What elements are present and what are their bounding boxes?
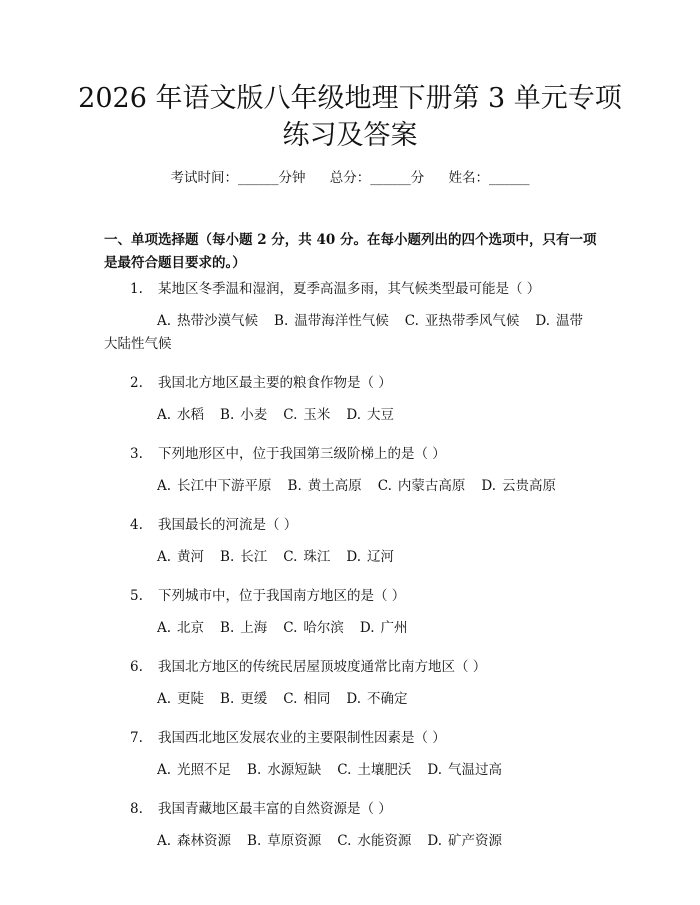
option-text: 更陡 <box>177 691 205 707</box>
question-text: 我国最长的河流是（ ） <box>158 517 298 533</box>
option-text: 温带海洋性气候 <box>294 313 389 329</box>
question-number: 6. <box>130 659 143 675</box>
option-letter: A. <box>157 313 172 329</box>
option-c <box>378 478 466 494</box>
option-text: 玉米 <box>303 407 331 423</box>
question-stem <box>104 799 594 819</box>
option-b <box>220 549 267 565</box>
option-letter: C. <box>283 549 298 565</box>
option-letter: C. <box>337 833 352 849</box>
document-title <box>60 80 640 154</box>
option-text: 热带沙漠气候 <box>177 313 259 329</box>
option-list <box>104 404 594 427</box>
option-d <box>481 478 556 494</box>
option-letter: B. <box>220 407 235 423</box>
option-b <box>274 313 389 329</box>
question-number: 4. <box>130 517 143 533</box>
option-d <box>346 549 394 565</box>
question-stem <box>104 515 594 535</box>
question-number: 8. <box>130 801 143 817</box>
option-letter: D. <box>535 313 551 329</box>
option-list <box>104 617 594 640</box>
option-text: 上海 <box>240 620 268 636</box>
option-text: 光照不足 <box>177 762 232 778</box>
option-d <box>427 762 502 778</box>
question-item <box>104 799 594 853</box>
option-list <box>104 830 594 853</box>
option-b <box>220 407 267 423</box>
option-text: 大豆 <box>367 407 395 423</box>
option-letter: D. <box>427 833 443 849</box>
option-d <box>346 691 407 707</box>
option-b <box>247 762 321 778</box>
option-list <box>104 546 594 569</box>
option-b <box>220 691 267 707</box>
question-number: 1. <box>130 281 143 297</box>
option-letter: C. <box>283 407 298 423</box>
option-letter: D. <box>481 478 497 494</box>
question-number: 7. <box>130 730 143 746</box>
exam-info <box>0 168 700 188</box>
option-letter: D. <box>359 620 375 636</box>
option-text: 北京 <box>177 620 205 636</box>
student-name-label: 姓名：______ <box>448 170 530 186</box>
option-letter: A. <box>157 691 172 707</box>
question-stem <box>104 444 594 464</box>
option-letter: D. <box>427 762 443 778</box>
title-line-2: 练习及答案 <box>282 120 418 151</box>
option-text: 水源短缺 <box>267 762 322 778</box>
option-text: 森林资源 <box>177 833 232 849</box>
total-score-label: 总分：______分 <box>329 170 425 186</box>
question-stem <box>104 728 594 748</box>
question-item <box>104 373 594 427</box>
option-list <box>104 759 594 782</box>
option-text: 黄土高原 <box>307 478 362 494</box>
question-text: 某地区冬季温和湿润，夏季高温多雨，其气候类型最可能是（ ） <box>158 281 541 297</box>
question-item <box>104 515 594 569</box>
option-a <box>157 313 258 329</box>
option-text: 更缓 <box>240 691 268 707</box>
option-a <box>157 478 272 494</box>
section-heading: 一、单项选择题（每小题 2 分，共 40 分。在每小题列出的四个选项中，只有一项是最符合题目要求的。） <box>104 232 597 271</box>
option-letter: B. <box>220 691 235 707</box>
option-d <box>360 620 408 636</box>
option-letter: A. <box>157 407 172 423</box>
exam-time-label: 考试时间：______分钟 <box>170 170 306 186</box>
option-letter: A. <box>157 620 172 636</box>
option-letter: A. <box>157 549 172 565</box>
question-stem <box>104 279 594 299</box>
question-list <box>104 279 594 853</box>
option-letter: A. <box>157 833 172 849</box>
option-text: 黄河 <box>177 549 205 565</box>
option-letter: C. <box>377 478 392 494</box>
question-item <box>104 728 594 782</box>
option-letter: B. <box>247 833 262 849</box>
option-letter: A. <box>157 762 172 778</box>
option-c <box>283 407 330 423</box>
option-a <box>157 407 204 423</box>
option-text: 水稻 <box>177 407 205 423</box>
option-c <box>283 620 344 636</box>
option-text: 温带大陆性气候 <box>104 313 584 352</box>
option-letter: C. <box>283 691 298 707</box>
question-item <box>104 657 594 711</box>
option-d <box>427 833 502 849</box>
title-line-1: 2026 年语文版八年级地理下册第 3 单元专项 <box>78 83 622 114</box>
option-list <box>104 475 594 498</box>
question-item <box>104 279 594 356</box>
question-text: 下列地形区中，位于我国第三级阶梯上的是（ ） <box>158 446 446 462</box>
option-list <box>104 310 594 356</box>
question-text: 我国北方地区的传统民居屋顶坡度通常比南方地区（ ） <box>158 659 487 675</box>
question-text: 我国西北地区发展农业的主要限制性因素是（ ） <box>158 730 446 746</box>
option-text: 草原资源 <box>267 833 322 849</box>
question-stem <box>104 586 594 606</box>
question-stem <box>104 657 594 677</box>
option-text: 长江中下游平原 <box>177 478 272 494</box>
option-c <box>283 691 330 707</box>
option-letter: B. <box>220 549 235 565</box>
option-letter: D. <box>346 407 362 423</box>
question-text: 我国北方地区最主要的粮食作物是（ ） <box>158 375 392 391</box>
option-b <box>288 478 362 494</box>
option-text: 内蒙古高原 <box>397 478 466 494</box>
option-letter: D. <box>346 691 362 707</box>
option-d <box>346 407 394 423</box>
question-number: 3. <box>130 446 143 462</box>
option-letter: C. <box>404 313 419 329</box>
option-text: 哈尔滨 <box>303 620 344 636</box>
option-text: 亚热带季风气候 <box>424 313 520 329</box>
option-letter: B. <box>247 762 262 778</box>
option-text: 不确定 <box>367 691 408 707</box>
option-letter: A. <box>157 478 172 494</box>
option-a <box>157 549 204 565</box>
option-a <box>157 620 204 636</box>
option-a <box>157 691 204 707</box>
question-number: 5. <box>130 588 143 604</box>
option-text: 辽河 <box>367 549 395 565</box>
option-letter: B. <box>287 478 302 494</box>
option-b <box>247 833 321 849</box>
option-text: 相同 <box>303 691 331 707</box>
option-letter: D. <box>346 549 362 565</box>
option-text: 矿产资源 <box>448 833 503 849</box>
option-text: 水能资源 <box>357 833 412 849</box>
option-letter: B. <box>220 620 235 636</box>
question-text: 下列城市中，位于我国南方地区的是（ ） <box>158 588 406 604</box>
question-item <box>104 444 594 498</box>
question-text: 我国青藏地区最丰富的自然资源是（ ） <box>158 801 392 817</box>
option-list <box>104 688 594 711</box>
option-text: 长江 <box>240 549 268 565</box>
option-text: 广州 <box>380 620 408 636</box>
option-text: 小麦 <box>240 407 268 423</box>
option-c <box>337 762 411 778</box>
option-a <box>157 833 231 849</box>
option-text: 云贵高原 <box>502 478 557 494</box>
option-text: 土壤肥沃 <box>357 762 412 778</box>
option-c <box>405 313 520 329</box>
question-item <box>104 586 594 640</box>
option-text: 气温过高 <box>448 762 503 778</box>
question-number: 2. <box>130 375 143 391</box>
option-c <box>283 549 330 565</box>
option-letter: B. <box>274 313 289 329</box>
option-letter: C. <box>283 620 298 636</box>
question-stem <box>104 373 594 393</box>
option-b <box>220 620 267 636</box>
option-a <box>157 762 231 778</box>
option-c <box>337 833 411 849</box>
option-letter: C. <box>337 762 352 778</box>
option-text: 珠江 <box>303 549 331 565</box>
